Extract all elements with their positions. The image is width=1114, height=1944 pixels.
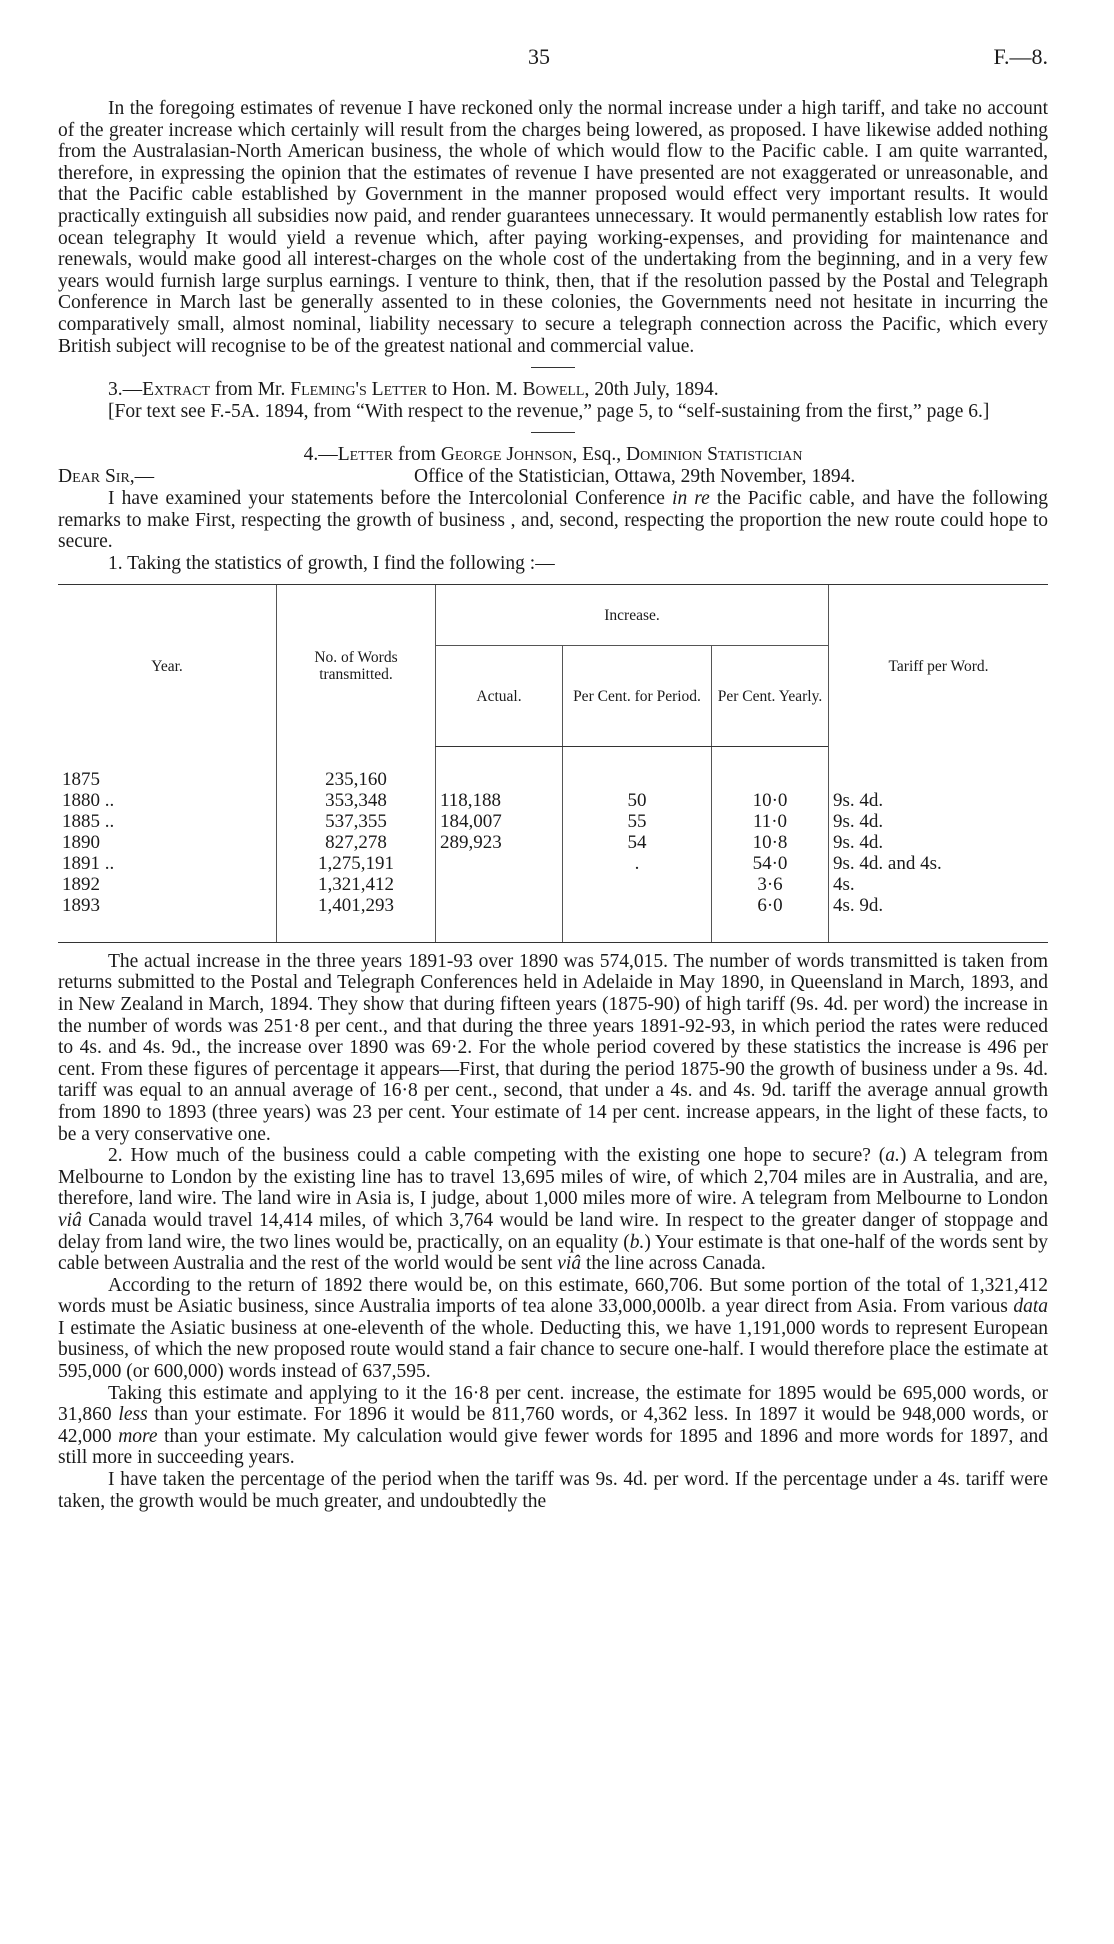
cell-year: 1892 xyxy=(62,873,100,895)
salutation: Dear Sir,— xyxy=(58,465,155,487)
cell-actual xyxy=(436,874,563,895)
cell-pct-period xyxy=(563,895,712,943)
cell-tariff: 9s. 4d. and 4s. xyxy=(829,853,1049,874)
heading-word: Extract xyxy=(142,379,211,401)
section-divider xyxy=(531,367,575,368)
document-body xyxy=(58,98,1048,1512)
text-run-italic: viâ xyxy=(557,1253,582,1275)
statistics-table xyxy=(58,584,1048,943)
cell-words: 537,355 xyxy=(277,811,436,832)
cell-pct-yearly: 10·8 xyxy=(712,832,829,853)
text-run-italic: b. xyxy=(629,1231,645,1253)
cell-words: 827,278 xyxy=(277,832,436,853)
document-code: F.—8. xyxy=(993,44,1048,69)
text-run: ) A telegram from Melbourne to London by the existing line has to travel 13,695 miles of wire, of which 2,704 miles are in Australia, and are, therefore, land wire. The land wire in Asia is, I judge, about 1,000 miles more of wire. A telegram from Melbourne to London xyxy=(58,1145,1048,1210)
table-row xyxy=(58,747,1048,790)
salutation-row xyxy=(58,466,1048,488)
page-number: 35 xyxy=(528,44,550,69)
section-number: 3.— xyxy=(108,379,143,401)
cell-tariff: 4s. 9d. xyxy=(829,895,1049,943)
heading-word: Letter xyxy=(337,444,394,466)
cell-tariff: 9s. 4d. xyxy=(829,832,1049,853)
section-number: 4.— xyxy=(303,444,338,466)
cell-pct-period xyxy=(563,747,712,790)
cell-pct-yearly: 11·0 xyxy=(712,811,829,832)
text-run: I estimate the Asiatic business at one-eleventh of the whole. Deducting this, we have 1,191,000 words to represent European business, of which the new proposed route would stand a fair chance to secure one-half. I would therefore place the estimate at 595,000 (or 600,000) words instead of 637,595. xyxy=(58,1317,1048,1383)
cell-words: 353,348 xyxy=(277,790,436,811)
cell-tariff: 4s. xyxy=(829,874,1049,895)
heading-word: from xyxy=(393,444,441,466)
text-run: than your estimate. My calculation would give fewer words for 1895 and 1896 and more words for 1897, and still more in succeeding years. xyxy=(58,1425,1049,1469)
heading-word: to Hon. M. xyxy=(427,379,523,401)
cell-actual: 118,188 xyxy=(436,790,563,811)
text-run: ) Your estimate is that one-half of the words sent by cable between Australia and the rest of the world would be sent xyxy=(58,1231,1048,1275)
heading-word: George Johnson xyxy=(440,444,573,466)
letter-paragraph-1 xyxy=(58,488,1048,553)
text-run: than your estimate. For 1896 it would be 811,760 words, or 4,362 less. In 1897 it would be 948,000 words, or 42,000 xyxy=(58,1404,1049,1447)
text-run: the line across Canada. xyxy=(581,1253,766,1275)
header-pct-period: Per Cent. for Period. xyxy=(563,646,712,747)
text-run: Taking this estimate and applying to it the 16·8 per cent. increase, the estimate for 1895 would be 695,000 words, or 31,860 xyxy=(58,1382,1048,1426)
cell-pct-period: 54 xyxy=(563,832,712,853)
header-words: No. of Words transmitted. xyxy=(277,585,436,747)
cell-pct-period: . xyxy=(563,853,712,874)
cell-words: 1,321,412 xyxy=(277,874,436,895)
cell-pct-yearly: 10·0 xyxy=(712,790,829,811)
cell-year: 1890 xyxy=(62,831,100,853)
heading-word: from Mr. xyxy=(210,379,291,401)
text-run: Canada would travel 14,414 miles, of which 3,764 would be land wire. In respect to the greater danger of stoppage and delay from land wire, the two lines would be, practically, on an equality ( xyxy=(58,1209,1048,1253)
analysis-paragraph-1: The actual increase in the three years 1891-93 over 1890 was 574,015. The number of words transmitted is taken from returns submitted to the Postal and Telegraph Conferences held in Adelaide in May 1890, in Queensland in March, 1893, and in New Zealand in March, 1894. They show that during fifteen years (1875-90) of high tariff (9s. 4d. per word) the increase in the number of words was 251·8 per cent., and that during the three years 1891-92-93, in which period the rates were reduced to 4s. and 4s. 9d., the increase over 1890 was 69·2. For the whole period covered by these statistics the increase is 496 per cent. From these figures of percentage it appears—First, that during the period 1875-90 the growth of business under a 9s. 4d. tariff was equal to an annual average of 16·8 per cent., second, that under a 4s. and 4s. 9d. tariff the average annual growth from 1890 to 1893 (three years) was 23 per cent. Your estimate of 14 per cent. increase appears, in the light of these facts, to be a very conservative one. xyxy=(58,950,1048,1145)
cell-words: 1,275,191 xyxy=(277,853,436,874)
cell-actual: 184,007 xyxy=(436,811,563,832)
heading-word: Fleming's Letter xyxy=(290,379,428,401)
table-row xyxy=(58,790,1048,811)
analysis-paragraph-5: I have taken the percentage of the period when the tariff was 9s. 4d. per word. If the percentage under a 4s. tariff were taken, the growth would be much greater, and undoubtedly the xyxy=(58,1469,1048,1512)
office-line: Office of the Statistician, Ottawa, 29th November, 1894. xyxy=(414,465,856,487)
table-row xyxy=(58,895,1048,943)
cell-actual xyxy=(436,747,563,790)
cell-year: 1891 .. xyxy=(62,852,115,874)
text-run-italic: in re xyxy=(672,487,710,509)
section-3-heading xyxy=(58,379,1048,401)
cell-pct-yearly: 6·0 xyxy=(712,895,829,943)
section-4-heading xyxy=(58,444,1048,466)
page-header xyxy=(58,44,1048,74)
cell-year: 1880 .. xyxy=(62,789,115,811)
text-run-italic: viâ xyxy=(58,1209,82,1231)
cell-pct-period: 50 xyxy=(563,790,712,811)
cell-words: 235,160 xyxy=(277,747,436,790)
letter-paragraph-2: 1. Taking the statistics of growth, I find the following :— xyxy=(108,552,555,574)
heading-word: Dominion Statistician xyxy=(625,444,803,466)
heading-word: Bowell xyxy=(522,379,585,401)
cell-year: 1885 .. xyxy=(62,810,115,832)
cell-actual xyxy=(436,853,563,874)
cell-pct-yearly: 3·6 xyxy=(712,874,829,895)
cell-actual xyxy=(436,895,563,943)
cell-pct-period xyxy=(563,874,712,895)
analysis-paragraph-2 xyxy=(58,1145,1048,1275)
cell-words: 1,401,293 xyxy=(277,895,436,943)
header-increase: Increase. xyxy=(436,585,829,646)
table-row xyxy=(58,811,1048,832)
text-run: According to the return of 1892 there would be, on this estimate, 660,706. But some portion of the total of 1,321,412 words must be Asiatic business, since Australia imports of tea alone 33,000,000lb. a year direct from Asia. From various xyxy=(58,1274,1048,1318)
heading-word: , 20th July, 1894. xyxy=(584,379,719,401)
analysis-paragraph-4 xyxy=(58,1383,1048,1469)
header-tariff: Tariff per Word. xyxy=(829,585,1049,747)
text-run-italic: less xyxy=(118,1404,148,1426)
table-row xyxy=(58,832,1048,853)
cell-tariff: 9s. 4d. xyxy=(829,811,1049,832)
text-run-italic: more xyxy=(118,1425,158,1447)
cell-tariff: 9s. 4d. xyxy=(829,790,1049,811)
header-pct-yearly: Per Cent. Yearly. xyxy=(712,646,829,747)
cell-pct-yearly: 54·0 xyxy=(712,853,829,874)
text-run-italic: data xyxy=(1013,1296,1048,1318)
table-row xyxy=(58,874,1048,895)
heading-word: , Esq., xyxy=(572,444,626,466)
analysis-paragraph-3 xyxy=(58,1275,1048,1383)
cell-pct-yearly xyxy=(712,747,829,790)
cell-year: 1875 xyxy=(62,768,100,790)
cell-tariff xyxy=(829,747,1049,790)
cell-actual: 289,923 xyxy=(436,832,563,853)
header-year: Year. xyxy=(58,585,277,747)
section-divider xyxy=(531,432,575,433)
text-run: 2. How much of the business could a cable competing with the existing one hope to secure? ( xyxy=(108,1145,886,1167)
cell-year: 1893 xyxy=(58,895,277,943)
table-row xyxy=(58,853,1048,874)
cell-pct-period: 55 xyxy=(563,811,712,832)
section-3-note: [For text see F.-5A. 1894, from “With respect to the revenue,” page 5, to “self-sustaining from the first,” page 6.] xyxy=(108,400,990,422)
paragraph-revenue-estimates: In the foregoing estimates of revenue I have reckoned only the normal increase under a high tariff, and take no account of the greater increase which certainly will result from the charges being lowered, as proposed. I have likewise added nothing from the Australasian-North American business, the whole of which would flow to the Pacific cable. I am quite warranted, therefore, in expressing the opinion that the estimates of revenue I have presented are not exaggerated or unreasonable, and that the Pacific cable established by Government in the manner proposed would effect very important results. It would practically extinguish all subsidies now paid, and render guarantees unnecessary. It would permanently establish low rates for ocean telegraphy It would yield a revenue which, after paying working-expenses, and providing for maintenance and renewals, would make good all interest-charges on the whole cost of the undertaking from the beginning, and in a very few years would furnish large surplus earnings. I venture to think, then, that if the resolution passed by the Postal and Telegraph Conference in March last be generally assented to in these colonies, the Governments need not hesitate in incurring the comparatively small, almost nominal, liability necessary to secure a telegraph connection across the Pacific, which every British subject will recognise to be of the greatest national and commercial value. xyxy=(58,98,1048,357)
text-run: I have examined your statements before the Intercolonial Conference xyxy=(108,487,673,509)
text-run-italic: a. xyxy=(885,1145,900,1167)
header-actual: Actual. xyxy=(436,646,563,747)
text-run: the Pacific cable, and have the following remarks to make First, respecting the growth of business , and, second, respecting the proportion the new route could hope to secure. xyxy=(58,487,1048,553)
